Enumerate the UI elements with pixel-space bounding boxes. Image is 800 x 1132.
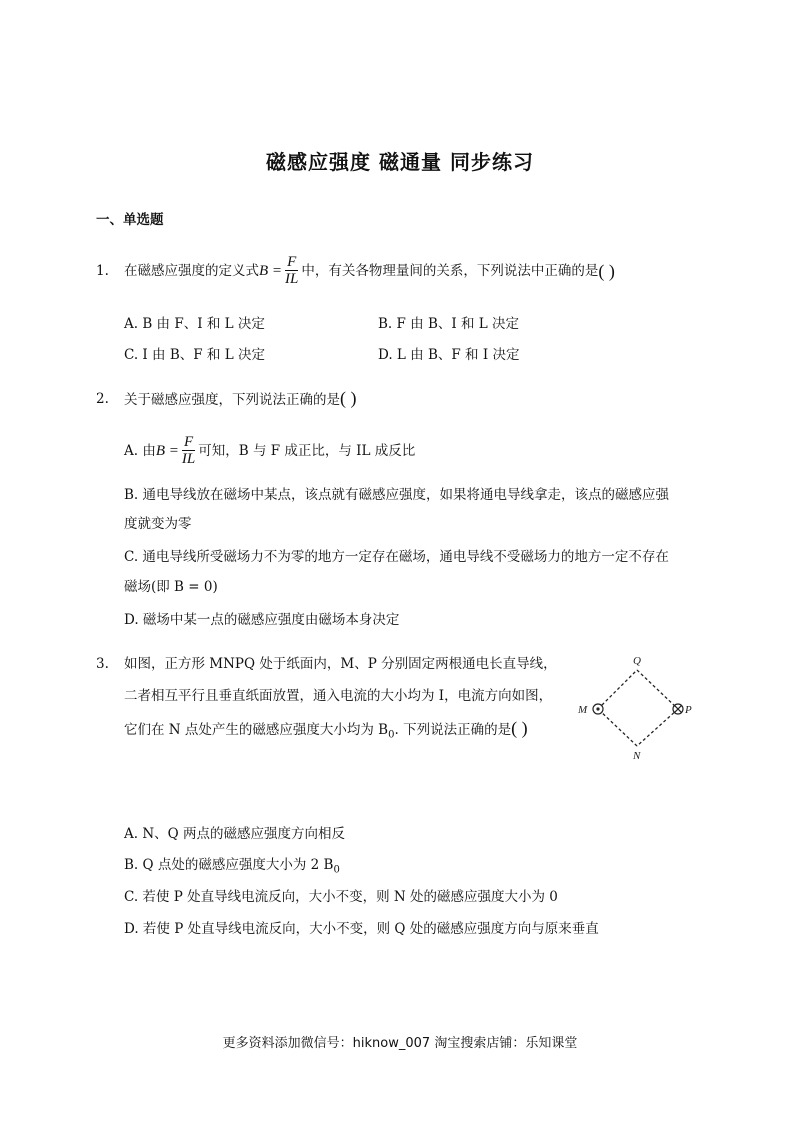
q1-text-before: 在磁感应强度的定义式 — [124, 262, 259, 279]
q2-number: 2. — [96, 391, 109, 407]
q3-line3-before: 它们在 N 点处产生的磁感应强度大小均为 B — [124, 722, 389, 738]
q3-line2: 二者相互平行且垂直纸面放置，通入电流的大小均为 I，电流方向如图， — [124, 688, 553, 704]
label-n: N — [633, 750, 641, 762]
q1-stem — [124, 254, 615, 287]
label-q: Q — [633, 655, 641, 667]
q2-option-b-line2: 度就变为零 — [124, 516, 192, 532]
q1-formula-lhs: B = — [259, 262, 283, 279]
q3-number: 3. — [96, 656, 109, 672]
label-m: M — [578, 704, 588, 716]
wire-p-in-icon — [673, 704, 683, 714]
q1-option-c: C. I 由 B、F 和 L 决定 — [124, 347, 265, 363]
q2-option-a-denominator: IL — [181, 451, 196, 467]
wire-m-out-icon — [593, 704, 603, 714]
q2-option-a-fraction — [180, 434, 197, 467]
q1-text-after: 中，有关各物理量间的关系，下列说法中正确的是 — [301, 262, 599, 279]
q2-option-c-line2: 磁场(即 B = 0) — [124, 579, 218, 595]
q3-option-b-sub: 0 — [333, 864, 340, 876]
q1-formula-denominator: IL — [285, 271, 299, 287]
q1-option-b: B. F 由 B、I 和 L 决定 — [378, 316, 520, 332]
q3-line3-after: . 下列说法正确的是 — [394, 722, 512, 738]
q3-square-diagram — [570, 650, 700, 765]
q1-formula-numerator: F — [287, 254, 297, 270]
q1-option-a: A. B 由 F、I 和 L 决定 — [124, 316, 265, 332]
edge-mq — [598, 670, 637, 709]
q3-option-b — [124, 855, 340, 881]
q3-answer-paren: ( ) — [511, 718, 528, 738]
q2-option-c-line1: C. 通电导线所受磁场力不为零的地方一定存在磁场，通电导线不受磁场力的地方一定不存在 — [124, 549, 669, 565]
edge-qp — [637, 670, 678, 709]
q2-option-d: D. 磁场中某一点的磁感应强度由磁场本身决定 — [124, 612, 400, 628]
section-title: 一、单选题 — [96, 212, 164, 228]
q1-number: 1. — [96, 263, 109, 279]
q3-option-c: C. 若使 P 处直导线电流反向，大小不变，则 N 处的磁感应强度大小为 0 — [124, 889, 558, 905]
q3-line3-sub: 0 — [388, 729, 395, 741]
q1-option-d: D. L 由 B、F 和 I 决定 — [378, 347, 520, 363]
q2-option-a — [124, 434, 415, 467]
q3-line1: 如图，正方形 MNPQ 处于纸面内，M、P 分别固定两根通电长直导线， — [124, 656, 557, 672]
q2-option-a-lhs: B = — [155, 442, 179, 459]
q2-answer-paren: ( ) — [340, 388, 357, 408]
q2-stem — [124, 388, 357, 410]
q2-option-a-prefix: A. 由 — [124, 442, 156, 459]
q3-option-d: D. 若使 P 处直导线电流反向，大小不变，则 Q 处的磁感应强度方向与原来垂直 — [124, 921, 599, 937]
q2-option-a-numerator: F — [183, 434, 194, 450]
q1-answer-paren: ( ) — [598, 260, 615, 281]
page-title: 磁感应强度 磁通量 同步练习 — [266, 150, 534, 174]
q3-line3 — [124, 718, 528, 746]
q3-option-a: A. N、Q 两点的磁感应强度方向相反 — [124, 826, 346, 842]
q2-option-b-line1: B. 通电导线放在磁场中某点，该点就有磁感应强度，如果将通电导线拿走，该点的磁感应强 — [124, 487, 670, 503]
label-p: P — [685, 704, 692, 716]
q1-formula-fraction — [283, 254, 300, 287]
q2-text: 关于磁感应强度，下列说法正确的是 — [124, 392, 340, 408]
edge-pn — [637, 709, 678, 746]
q3-option-b-text: B. Q 点处的磁感应强度大小为 2 B — [124, 857, 334, 873]
q2-option-a-suffix: 可知，B 与 F 成正比，与 IL 成反比 — [198, 442, 416, 459]
edge-nm — [598, 709, 637, 746]
footer-ad: 更多资料添加微信号：hiknow_007 淘宝搜索店铺：乐知课堂 — [222, 1036, 578, 1051]
